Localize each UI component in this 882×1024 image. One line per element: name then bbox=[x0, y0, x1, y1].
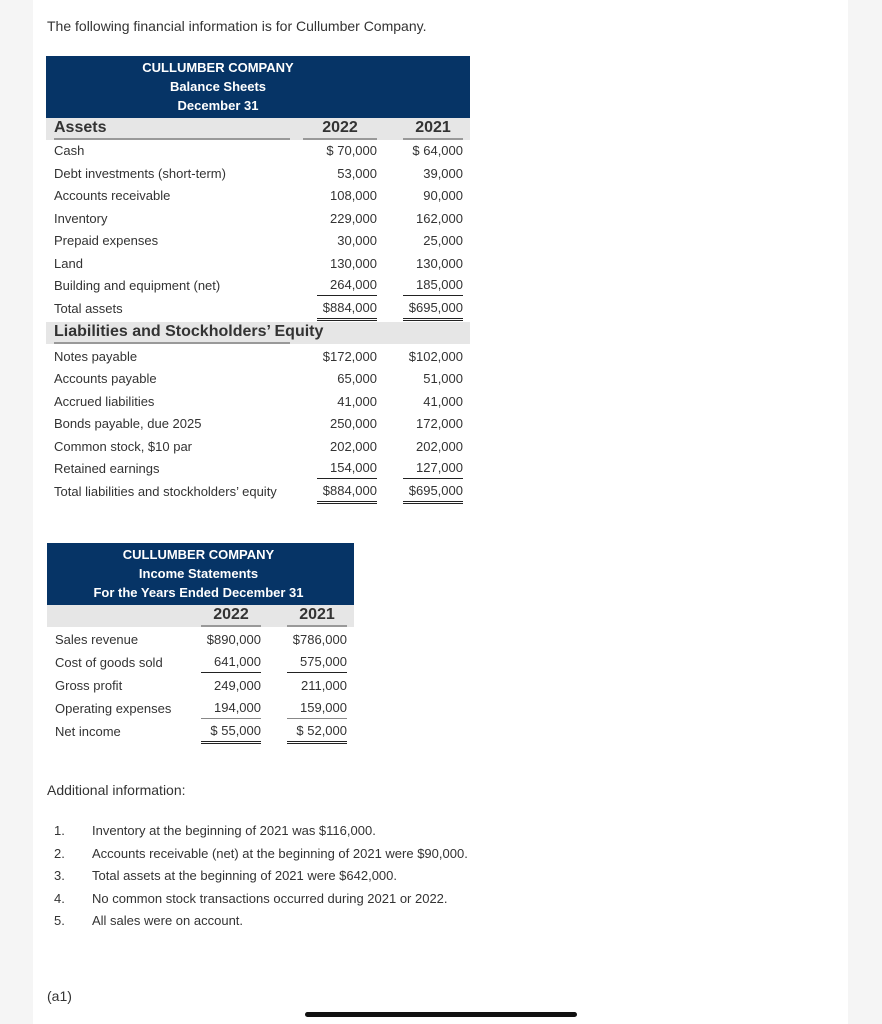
assets-heading: Assets bbox=[54, 118, 290, 140]
value-2021: 202,000 bbox=[416, 438, 463, 454]
value-2021: $695,000 bbox=[403, 298, 463, 321]
table-row bbox=[46, 275, 470, 298]
value-2021: 25,000 bbox=[423, 233, 463, 248]
balance-sheet-header bbox=[46, 56, 470, 118]
value-2022: 264,000 bbox=[317, 275, 377, 296]
row-label: Accrued liabilities bbox=[54, 393, 155, 409]
item-text: All sales were on account. bbox=[92, 913, 244, 928]
assets-header-row bbox=[46, 118, 470, 140]
value-2022: 249,000 bbox=[214, 678, 261, 693]
total-liabilities-equity-row bbox=[46, 481, 470, 505]
row-label: Retained earnings bbox=[54, 461, 160, 476]
statement-title: Income Statements bbox=[138, 566, 259, 581]
row-label: Gross profit bbox=[55, 678, 123, 693]
row-label: Debt investments (short-term) bbox=[54, 165, 226, 181]
table-row bbox=[46, 185, 470, 208]
row-label: Total liabilities and stockholders’ equity bbox=[54, 483, 277, 499]
item-text: Total assets at the beginning of 2021 were $642,000. bbox=[92, 868, 397, 883]
year-2021-header: 2021 bbox=[403, 118, 463, 140]
value-2022: $884,000 bbox=[317, 298, 377, 321]
table-row bbox=[47, 629, 354, 652]
item-number: 2. bbox=[54, 845, 65, 861]
value-2022: 641,000 bbox=[201, 652, 261, 673]
row-label: Sales revenue bbox=[55, 632, 139, 647]
value-2021: $786,000 bbox=[292, 632, 347, 647]
table-row bbox=[46, 230, 470, 253]
additional-info-list bbox=[33, 820, 733, 933]
home-indicator-bar[interactable] bbox=[305, 1012, 577, 1017]
row-label: Common stock, $10 par bbox=[54, 438, 193, 454]
value-2021: $ 52,000 bbox=[287, 721, 347, 744]
value-2022: 130,000 bbox=[330, 255, 377, 271]
balance-sheet-table bbox=[46, 56, 470, 505]
row-label: Prepaid expenses bbox=[54, 233, 159, 248]
table-row bbox=[46, 208, 470, 231]
value-2022: $884,000 bbox=[317, 481, 377, 504]
item-number: 1. bbox=[54, 823, 65, 838]
value-2021: $102,000 bbox=[408, 348, 463, 364]
row-label: Land bbox=[54, 255, 83, 271]
value-2022: 53,000 bbox=[337, 165, 377, 181]
company-name: CULLUMBER COMPANY bbox=[142, 60, 294, 75]
income-statement-header bbox=[47, 543, 354, 605]
row-label: Inventory bbox=[54, 210, 108, 226]
value-2021: 41,000 bbox=[423, 393, 463, 409]
value-2021: 51,000 bbox=[423, 371, 463, 386]
item-text: No common stock transactions occurred during 2021 or 2022. bbox=[92, 890, 448, 906]
table-row bbox=[46, 458, 470, 481]
row-label: Cost of goods sold bbox=[55, 655, 163, 670]
additional-info-title: Additional information: bbox=[47, 782, 186, 798]
part-label: (a1) bbox=[47, 988, 72, 1004]
value-2021: 127,000 bbox=[403, 458, 463, 479]
value-2022: $890,000 bbox=[206, 632, 261, 647]
table-row bbox=[47, 698, 354, 721]
year-2022-header: 2022 bbox=[201, 605, 261, 627]
value-2021: $695,000 bbox=[403, 481, 463, 504]
row-label: Accounts payable bbox=[54, 371, 157, 386]
row-label: Total assets bbox=[54, 300, 123, 316]
intro-text: The following financial information is for Cullumber Company. bbox=[47, 18, 427, 34]
value-2022: $172,000 bbox=[322, 348, 377, 364]
net-income-row bbox=[47, 721, 354, 745]
list-item bbox=[33, 865, 733, 888]
value-2022: 108,000 bbox=[330, 188, 377, 203]
value-2022: 65,000 bbox=[337, 371, 377, 386]
question-page bbox=[33, 0, 848, 1024]
row-label: Building and equipment (net) bbox=[54, 278, 221, 293]
table-row bbox=[46, 346, 470, 369]
statement-period: For the Years Ended December 31 bbox=[93, 585, 304, 600]
value-2022: 250,000 bbox=[330, 416, 377, 431]
liabilities-heading: Liabilities and Stockholders’ Equity bbox=[54, 322, 290, 344]
row-label: Notes payable bbox=[54, 348, 138, 364]
value-2021: 575,000 bbox=[287, 652, 347, 673]
value-2022: $ 70,000 bbox=[326, 143, 377, 158]
value-2022: 30,000 bbox=[337, 233, 377, 248]
value-2021: 211,000 bbox=[300, 678, 347, 693]
liabilities-header-row bbox=[46, 322, 470, 344]
item-number: 4. bbox=[54, 890, 65, 906]
value-2022: 154,000 bbox=[317, 458, 377, 479]
row-label: Operating expenses bbox=[55, 701, 172, 716]
value-2021: $ 64,000 bbox=[412, 143, 463, 158]
year-2022-header: 2022 bbox=[303, 118, 377, 140]
row-label: Net income bbox=[55, 724, 121, 739]
table-row bbox=[46, 140, 470, 163]
value-2021: 159,000 bbox=[287, 698, 347, 719]
value-2022: 194,000 bbox=[201, 698, 261, 719]
table-row bbox=[46, 368, 470, 391]
item-number: 5. bbox=[54, 913, 65, 928]
row-label: Bonds payable, due 2025 bbox=[54, 416, 202, 431]
row-label: Accounts receivable bbox=[54, 188, 171, 203]
table-row bbox=[46, 253, 470, 276]
item-number: 3. bbox=[54, 868, 65, 883]
value-2022: 41,000 bbox=[337, 393, 377, 409]
list-item bbox=[33, 910, 733, 933]
table-row bbox=[46, 413, 470, 436]
company-name: CULLUMBER COMPANY bbox=[122, 547, 275, 562]
value-2021: 162,000 bbox=[416, 210, 463, 226]
income-statement-table bbox=[47, 543, 354, 745]
list-item bbox=[33, 843, 733, 866]
table-row bbox=[46, 163, 470, 186]
value-2022: 202,000 bbox=[330, 438, 377, 454]
total-assets-row bbox=[46, 298, 470, 322]
row-label: Cash bbox=[54, 143, 85, 158]
value-2021: 130,000 bbox=[416, 255, 463, 271]
value-2021: 39,000 bbox=[423, 165, 463, 181]
value-2021: 185,000 bbox=[403, 275, 463, 296]
statement-title: Balance Sheets bbox=[169, 79, 267, 94]
table-row bbox=[46, 391, 470, 414]
item-text: Accounts receivable (net) at the beginning of 2021 were $90,000. bbox=[92, 845, 468, 861]
value-2022: $ 55,000 bbox=[201, 721, 261, 744]
list-item bbox=[33, 888, 733, 911]
statement-date: December 31 bbox=[177, 98, 259, 113]
year-2021-header: 2021 bbox=[287, 605, 347, 627]
value-2021: 90,000 bbox=[423, 188, 463, 203]
value-2021: 172,000 bbox=[416, 416, 463, 431]
table-row bbox=[47, 675, 354, 698]
table-row bbox=[46, 436, 470, 459]
table-row bbox=[47, 652, 354, 675]
item-text: Inventory at the beginning of 2021 was $116,000. bbox=[92, 823, 376, 838]
value-2022: 229,000 bbox=[330, 210, 377, 226]
years-header-row bbox=[47, 605, 354, 627]
list-item bbox=[33, 820, 733, 843]
